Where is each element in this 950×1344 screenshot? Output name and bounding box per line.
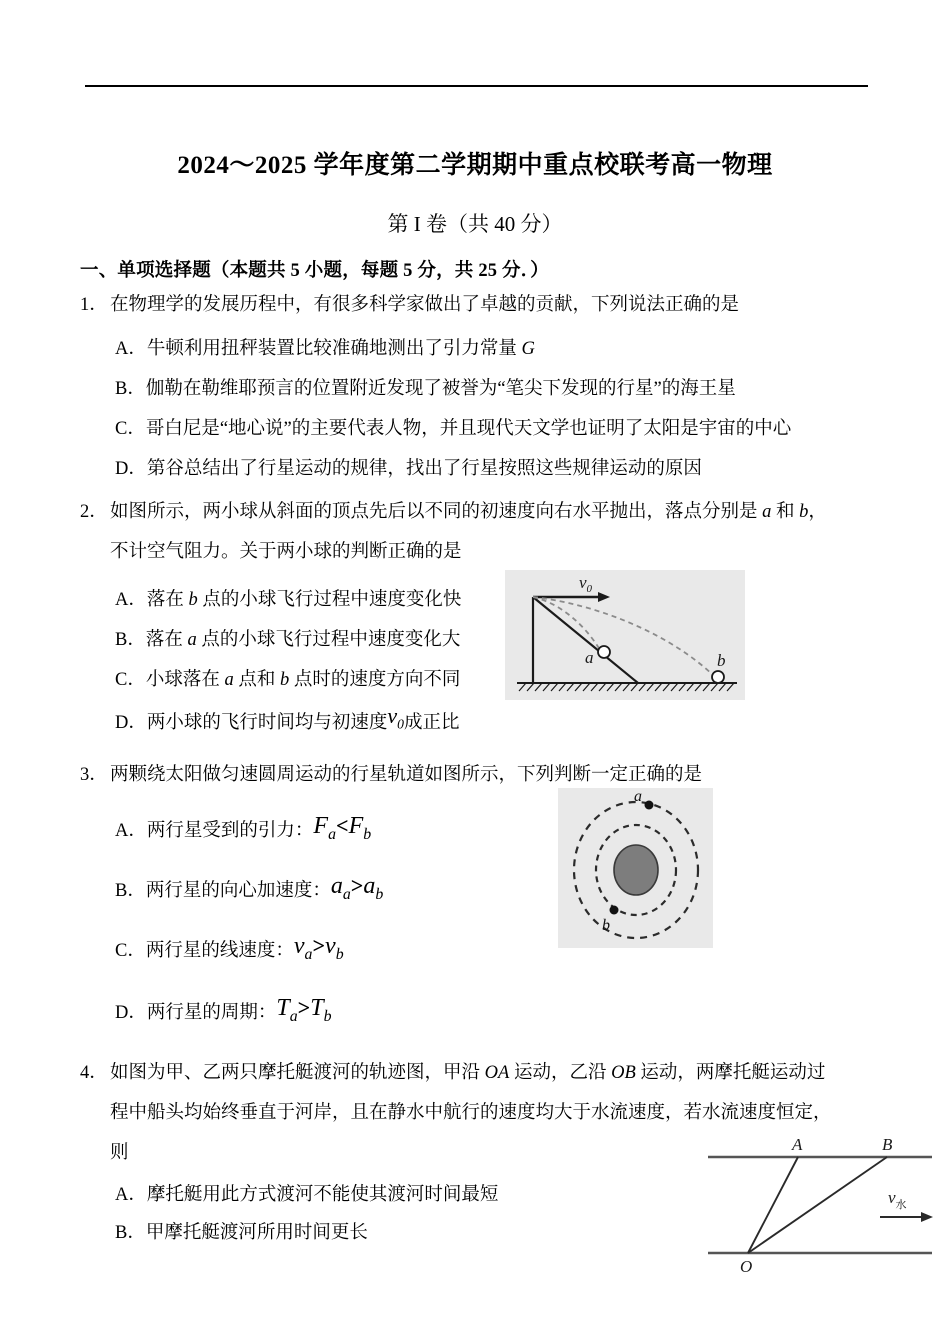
option-formula: $T_a>T_b$ — [276, 995, 332, 1025]
page-title: 2024～2025 学年度第二学期期中重点校联考高一物理 — [177, 152, 773, 179]
header-divider-rule — [85, 85, 868, 87]
svg-text:O: O — [740, 1257, 753, 1276]
option-math: a — [187, 630, 197, 650]
option-label: B． — [115, 881, 146, 901]
question-4-option-a[interactable] — [115, 1180, 498, 1206]
option-text: 两行星的向心加速度： — [145, 881, 331, 901]
question-2-stem-line-1 — [110, 503, 827, 522]
svg-text:B: B — [882, 1135, 893, 1154]
option-label: A． — [115, 339, 147, 359]
option-formula: $a_a>a_b$ — [330, 873, 384, 903]
option-label: B． — [115, 379, 146, 399]
option-text: 点和 — [233, 670, 280, 690]
stem-math-ob: OB — [611, 1063, 636, 1083]
stem-math-oa: OA — [484, 1063, 510, 1083]
stem-text: ， — [808, 502, 827, 522]
question-2-stem-line-2: 不计空气阻力。关于两小球的判断正确的是 — [110, 542, 462, 562]
question-4-stem-line-2: 程中船头均始终垂直于河岸，且在静水中航行的速度均大于水流速度，若水流速度恒定， — [110, 1103, 832, 1123]
option-label: A． — [115, 590, 147, 610]
svg-text:v水: $v_水$ — [888, 1188, 907, 1211]
option-text: 第谷总结出了行星运动的规律，找出了行星按照这些规律运动的原因 — [146, 459, 702, 479]
stem-text: 运动，乙沿 — [509, 1063, 612, 1083]
question-4-option-b[interactable] — [115, 1218, 368, 1244]
option-math-a: a — [224, 670, 234, 690]
question-2-option-b[interactable] — [115, 625, 460, 651]
option-text: 点的小球飞行过程中速度变化快 — [197, 590, 462, 610]
option-text: 落在 — [145, 630, 188, 650]
option-text: 落在 — [146, 590, 189, 610]
svg-text:A: A — [792, 1135, 803, 1154]
question-2-number: 2． — [80, 502, 108, 522]
option-label: C． — [115, 419, 146, 439]
option-label: D． — [115, 1003, 147, 1023]
option-label: C． — [115, 941, 146, 961]
river-crossing-figure — [700, 1135, 950, 1295]
paper-part-label: 第 I 卷（共 40 分） — [387, 212, 563, 236]
option-math-v0: $v_0$ — [387, 703, 404, 732]
question-2-option-d[interactable] — [115, 703, 460, 737]
option-text: 点时的速度方向不同 — [289, 670, 461, 690]
stem-text: 运动，两摩托艇运动过 — [635, 1063, 826, 1083]
option-text: 两小球的飞行时间均与初速度 — [146, 713, 388, 733]
question-2-option-a[interactable] — [115, 585, 461, 611]
stem-text: 如图为甲、乙两只摩托艇渡河的轨迹图，甲沿 — [110, 1063, 485, 1083]
planet-orbits-figure — [558, 788, 713, 948]
option-label: C． — [115, 670, 146, 690]
question-3-option-d[interactable] — [115, 995, 332, 1029]
option-text: 牛顿利用扭秤装置比较准确地测出了引力常量 — [146, 339, 522, 359]
option-text: 甲摩托艇渡河所用时间更长 — [145, 1223, 368, 1243]
svg-text:a: a — [585, 648, 594, 667]
question-3-option-b[interactable] — [115, 873, 384, 907]
option-text: 两行星受到的引力： — [146, 821, 314, 841]
option-text: 成正比 — [403, 713, 460, 733]
question-1-number: 1． — [80, 295, 108, 315]
stem-math-b: b — [799, 502, 809, 522]
option-label: B． — [115, 630, 146, 650]
option-formula: $v_a>v_b$ — [293, 933, 344, 963]
question-1-option-c[interactable] — [115, 414, 791, 440]
question-3-option-c[interactable] — [115, 933, 344, 967]
option-text: 两行星的周期： — [146, 1003, 277, 1023]
option-text: 小球落在 — [145, 670, 225, 690]
option-text: 点的小球飞行过程中速度变化大 — [196, 630, 461, 650]
section-heading: 一、单项选择题（本题共 5 小题，每题 5 分，共 25 分．） — [80, 261, 549, 281]
option-text: 伽勒在勒维耶预言的位置附近发现了被誉为“笔尖下发现的行星”的海王星 — [145, 379, 736, 399]
question-3-option-a[interactable] — [115, 813, 372, 847]
option-label: B． — [115, 1223, 146, 1243]
stem-text: 如图所示，两小球从斜面的顶点先后以不同的初速度向右水平抛出，落点分别是 — [110, 502, 763, 522]
option-formula: $F_a<F_b$ — [313, 813, 372, 843]
question-1-stem: 在物理学的发展历程中，有很多科学家做出了卓越的贡献，下列说法正确的是 — [110, 295, 740, 315]
projectile-incline-figure — [505, 570, 745, 700]
question-3-stem: 两颗绕太阳做匀速圆周运动的行星轨道如图所示，下列判断一定正确的是 — [110, 765, 703, 785]
stem-math-a: a — [762, 502, 772, 522]
question-3-number: 3． — [80, 765, 108, 785]
option-text: 两行星的线速度： — [145, 941, 294, 961]
svg-text:b: b — [602, 917, 610, 934]
question-2-option-c[interactable] — [115, 665, 460, 691]
option-math-b: b — [280, 670, 290, 690]
option-label: D． — [115, 713, 147, 733]
question-1-option-b[interactable] — [115, 374, 736, 400]
question-4-number: 4． — [80, 1063, 108, 1083]
option-text: 哥白尼是“地心说”的主要代表人物，并且现代天文学也证明了太阳是宇宙的中心 — [145, 419, 792, 439]
svg-text:v0: $v_0$ — [579, 573, 593, 595]
option-math: b — [188, 590, 198, 610]
question-1-option-d[interactable] — [115, 454, 702, 480]
question-4-stem-line-3: 则 — [110, 1143, 129, 1163]
svg-text:b: b — [717, 651, 726, 670]
svg-text:a: a — [634, 788, 642, 805]
option-label: D． — [115, 459, 147, 479]
option-label: A． — [115, 1185, 147, 1205]
option-text: 摩托艇用此方式渡河不能使其渡河时间最短 — [146, 1185, 499, 1205]
option-label: A． — [115, 821, 147, 841]
option-math: G — [521, 339, 535, 359]
stem-text: 和 — [771, 502, 800, 522]
question-4-stem-line-1 — [110, 1064, 825, 1083]
question-1-option-a[interactable] — [115, 334, 535, 360]
